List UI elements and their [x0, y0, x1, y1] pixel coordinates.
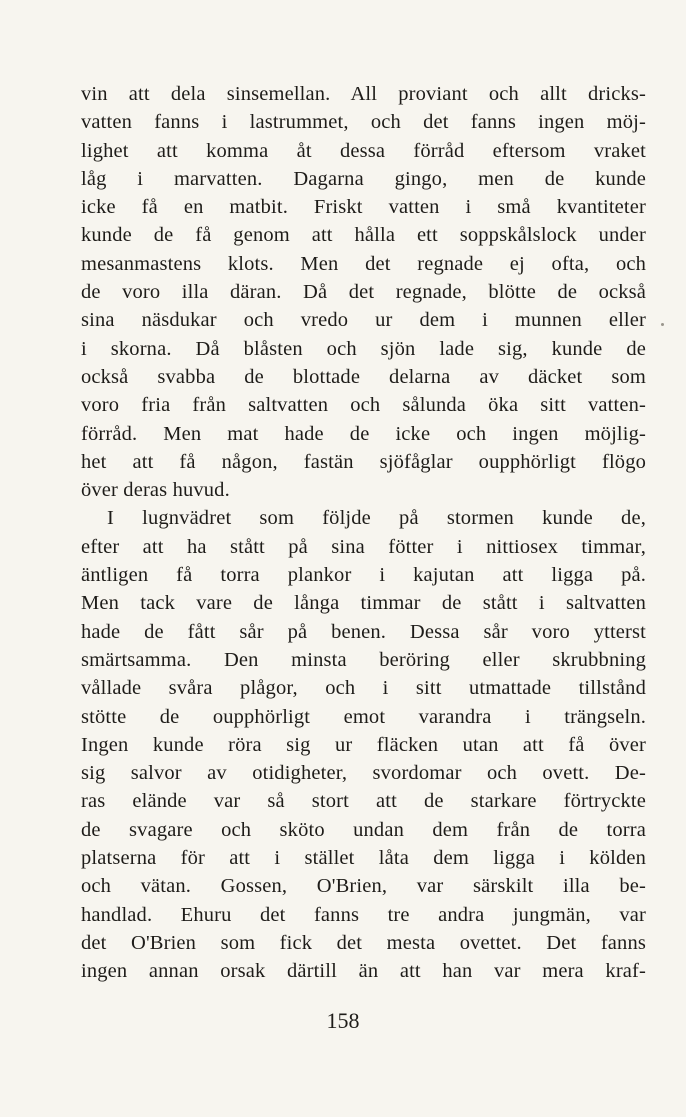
text-line: platserna för att i stället låta dem ligga i kölden: [81, 847, 646, 870]
paragraph-end-line: över deras huvud.: [81, 479, 230, 502]
text-line: voro fria från saltvatten och sålunda öka sitt vatten-: [81, 394, 646, 417]
text-line: handlad. Ehuru det fanns tre andra jungmän, var: [81, 903, 646, 926]
text-line: de voro illa däran. Då det regnade, blötte de också: [81, 281, 646, 304]
text-line: vållade svåra plågor, och i sitt utmattade tillstånd: [81, 677, 646, 700]
text-line: ingen annan orsak därtill än att han var mera kraf-: [81, 960, 646, 983]
text-line: vatten fanns i lastrummet, och det fanns ingen möj-: [81, 111, 646, 134]
text-line: låg i marvatten. Dagarna gingo, men de kunde: [81, 167, 646, 190]
text-line: mesanmastens klots. Men det regnade ej ofta, och: [81, 252, 646, 275]
text-line: de svagare och sköto undan dem från de torra: [81, 818, 646, 841]
text-line: ras elände var så stort att de starkare förtryckte: [81, 790, 646, 813]
text-line: Men tack vare de långa timmar de stått i saltvatten: [81, 592, 646, 615]
text-line: hade de fått sår på benen. Dessa sår voro ytterst: [81, 620, 646, 643]
text-line: smärtsamma. Den minsta beröring eller skrubbning: [81, 648, 646, 671]
page-number: 158: [326, 1008, 360, 1033]
text-line: i skorna. Då blåsten och sjön lade sig, kunde de: [81, 337, 646, 360]
text-line: lighet att komma åt dessa förråd eftersom vraket: [81, 139, 646, 162]
text-line: Ingen kunde röra sig ur fläcken utan att få över: [81, 733, 646, 756]
text-line: vin att dela sinsemellan. All proviant och allt dricks-: [81, 83, 646, 105]
text-line: också svabba de blottade delarna av däcket som: [81, 365, 646, 388]
text-line: det O'Brien som fick det mesta ovettet. Det fanns: [81, 931, 646, 954]
text-line: het att få någon, fastän sjöfåglar oupphörligt flögo: [81, 450, 646, 473]
paragraph-start-line: I lugnvädret som följde på stormen kunde de,: [107, 507, 646, 530]
text-line: efter att ha stått på sina fötter i nittiosex timmar,: [81, 535, 646, 558]
text-line: äntligen få torra plankor i kajutan att ligga på.: [81, 564, 646, 587]
text-line: stötte de oupphörligt emot varandra i trängseln.: [81, 705, 646, 728]
text-line: sina näsdukar och vredo ur dem i munnen eller: [81, 309, 646, 332]
text-line: kunde de få genom att hålla ett soppskålslock under: [81, 224, 646, 247]
text-line: och vätan. Gossen, O'Brien, var särskilt illa be-: [81, 875, 646, 898]
body-text: [81, 80, 646, 986]
text-line: förråd. Men mat hade de icke och ingen möjlig-: [81, 422, 646, 445]
text-line: sig salvor av otidigheter, svordomar och ovett. De-: [81, 762, 646, 785]
margin-speck: [661, 323, 664, 326]
text-line: icke få en matbit. Friskt vatten i små kvantiteter: [81, 196, 646, 219]
